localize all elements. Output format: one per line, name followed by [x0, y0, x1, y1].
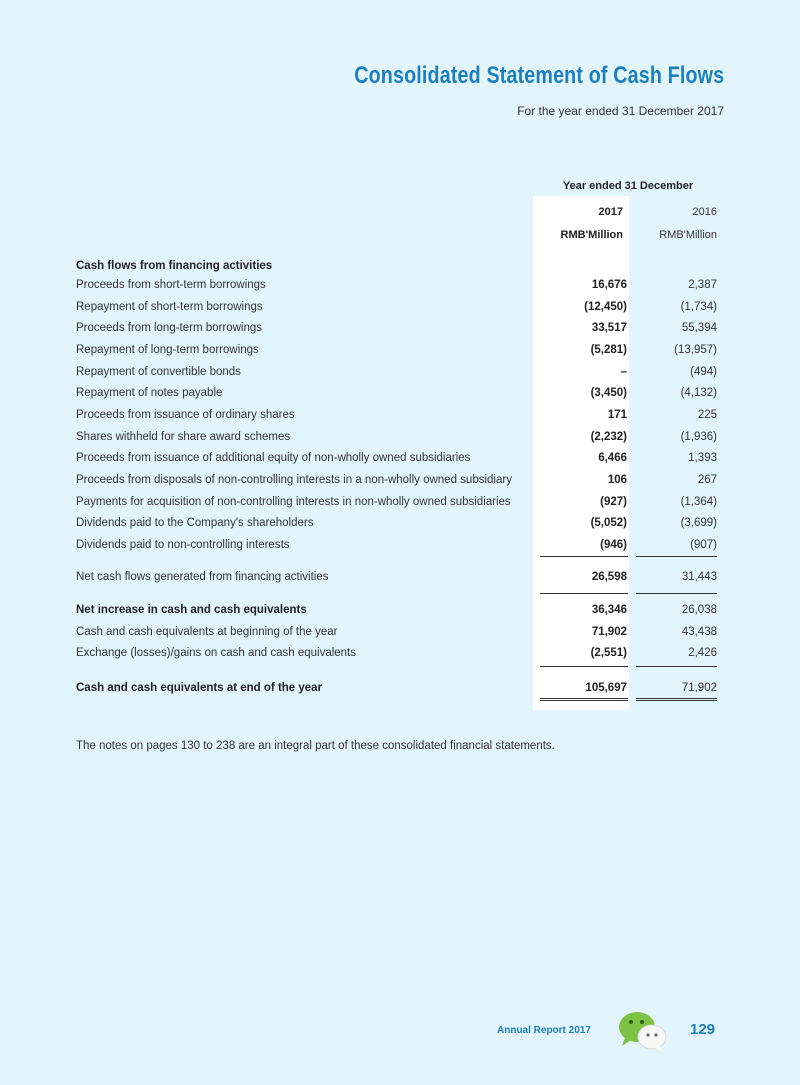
value-2017: 33,517 — [591, 322, 627, 335]
value-2017: (12,450) — [584, 300, 627, 313]
value-2017: (5,281) — [590, 343, 627, 356]
subtotal-rule-2016 — [636, 556, 717, 557]
value-2016: 2,387 — [688, 279, 717, 291]
value-2017: (927) — [600, 495, 627, 508]
row-label: Dividends paid to the Company's shareholders — [76, 517, 314, 530]
row-label: Proceeds from short-term borrowings — [76, 279, 266, 291]
value-2016: (1,936) — [680, 430, 717, 443]
row-label: Cash and cash equivalents at beginning of the year — [76, 626, 338, 638]
wechat-logo-icon — [617, 1010, 669, 1052]
value-2016: 26,038 — [681, 604, 717, 616]
value-2017: (3,450) — [590, 387, 627, 400]
value-2017: (2,551) — [590, 647, 627, 659]
value-2017: – — [620, 365, 627, 378]
page-title: Consolidated Statement of Cash Flows — [353, 62, 724, 89]
net-financing-rule-2017 — [540, 593, 628, 594]
table-row — [0, 344, 800, 362]
footnote: The notes on pages 130 to 238 are an integral part of these consolidated financial statements. — [76, 740, 555, 752]
col-2016-unit: RMB'Million — [659, 229, 717, 241]
table-row — [0, 517, 800, 535]
value-2016: 31,443 — [681, 571, 717, 583]
double-rule-2016 — [636, 698, 717, 701]
row-label: Net increase in cash and cash equivalents — [76, 604, 307, 616]
table-row — [0, 322, 800, 340]
value-2017: (946) — [600, 538, 627, 551]
value-2016: (4,132) — [680, 387, 717, 400]
table-row — [0, 409, 800, 427]
value-2017: 171 — [607, 408, 627, 421]
row-label: Payments for acquisition of non-controlling interests in non-wholly owned subsidiaries — [76, 495, 511, 508]
value-2017: (2,232) — [590, 430, 627, 443]
total-rule-2016 — [636, 666, 717, 667]
annual-report-label: Annual Report 2017 — [497, 1025, 591, 1036]
value-2016: (907) — [690, 538, 717, 551]
value-2017: (5,052) — [590, 517, 627, 530]
value-2016: 2,426 — [688, 647, 717, 659]
col-2017-unit: RMB'Million — [560, 229, 623, 241]
row-label: Proceeds from issuance of additional equity of non-wholly owned subsidiaries — [76, 452, 471, 465]
value-2016: (3,699) — [680, 517, 717, 530]
section-title-row — [0, 260, 800, 278]
table-row — [0, 496, 800, 514]
table-row — [0, 431, 800, 449]
table-group-header: Year ended 31 December — [562, 180, 694, 192]
col-2016-year: 2016 — [692, 206, 717, 218]
table-row — [0, 387, 800, 405]
table-row — [0, 474, 800, 492]
beginning-balance-row — [0, 626, 800, 644]
table-row — [0, 452, 800, 470]
value-2016: 1,393 — [688, 452, 717, 465]
row-label: Proceeds from disposals of non-controlling interests in a non-wholly owned subsidiary — [76, 473, 512, 486]
row-label: Exchange (losses)/gains on cash and cash equivalents — [76, 647, 357, 659]
value-2016: (1,734) — [680, 300, 717, 313]
value-2017: 36,346 — [591, 604, 627, 616]
row-label: Dividends paid to non-controlling interests — [76, 538, 290, 551]
value-2016: (1,364) — [680, 495, 717, 508]
exchange-row — [0, 647, 800, 665]
table-row — [0, 366, 800, 384]
row-label: Shares withheld for share award schemes — [76, 430, 291, 443]
value-2016: (13,957) — [674, 343, 717, 356]
page-subtitle: For the year ended 31 December 2017 — [517, 104, 724, 118]
row-label: Repayment of convertible bonds — [76, 365, 241, 378]
net-increase-row — [0, 604, 800, 622]
value-2016: 267 — [697, 473, 717, 486]
value-2016: 71,902 — [681, 682, 717, 694]
value-2017: 71,902 — [591, 626, 627, 638]
table-row — [0, 539, 800, 557]
row-label: Proceeds from long-term borrowings — [76, 322, 262, 335]
value-2017: 16,676 — [591, 279, 627, 291]
row-label: Cash and cash equivalents at end of the year — [76, 682, 323, 694]
double-rule-2017 — [540, 698, 628, 701]
net-financing-rule-2016 — [636, 593, 717, 594]
total-rule-2017 — [540, 666, 628, 667]
row-label: Repayment of short-term borrowings — [76, 300, 263, 313]
col-2017-year: 2017 — [598, 206, 623, 218]
value-2017: 106 — [607, 473, 627, 486]
table-row — [0, 301, 800, 319]
value-2016: 225 — [697, 408, 717, 421]
table-row — [0, 279, 800, 297]
value-2017: 26,598 — [591, 571, 627, 583]
value-2017: 6,466 — [598, 452, 627, 465]
row-label: Repayment of notes payable — [76, 387, 223, 400]
net-financing-row — [0, 571, 800, 589]
section-title: Cash flows from financing activities — [76, 260, 273, 272]
subtotal-rule-2017 — [540, 556, 628, 557]
value-2016: 55,394 — [681, 322, 717, 335]
value-2017: 105,697 — [585, 682, 627, 694]
value-2016: 43,438 — [681, 626, 717, 638]
value-2016: (494) — [690, 365, 717, 378]
row-label: Net cash flows generated from financing activities — [76, 571, 329, 583]
row-label: Repayment of long-term borrowings — [76, 343, 259, 356]
page-number: 129 — [690, 1021, 716, 1038]
row-label: Proceeds from issuance of ordinary shares — [76, 408, 295, 421]
